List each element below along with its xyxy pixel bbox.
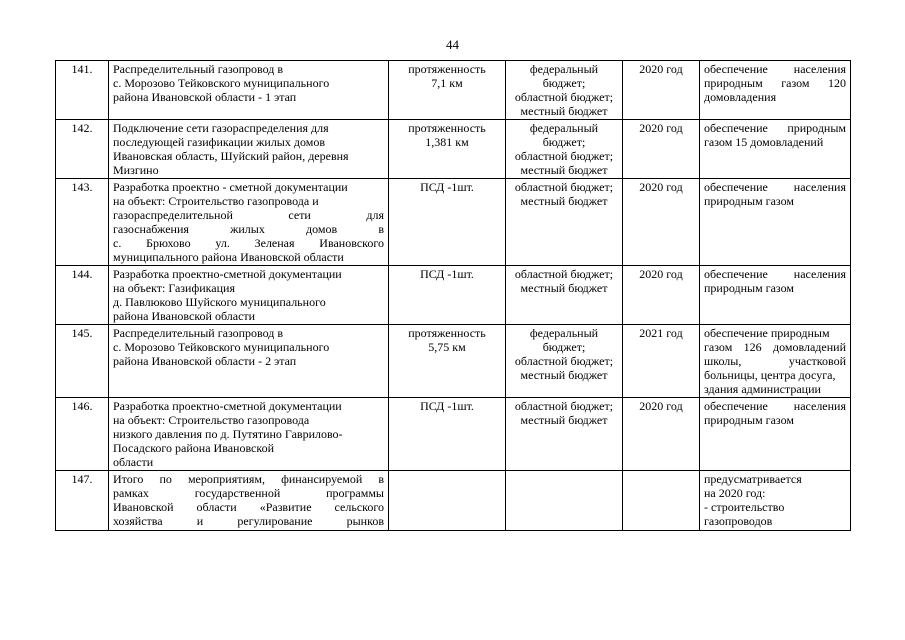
- year-cell: 2020 год: [623, 61, 700, 120]
- indicator-line: 7,1 км: [431, 76, 463, 90]
- page-number: 44: [446, 37, 459, 52]
- indicator-line: 5,75 км: [428, 340, 466, 354]
- expected-result-line: обеспечение природным: [704, 326, 830, 340]
- expected-result-cell: [700, 325, 851, 398]
- table-row: [56, 179, 851, 266]
- funding-source-line: областной бюджет;: [514, 354, 614, 368]
- table-row: [56, 471, 851, 531]
- expected-result-line: природным газом: [704, 413, 794, 427]
- measure-name-line: Мизгино: [113, 163, 159, 177]
- measure-name-line: с. Морозово Тейковского муниципального: [113, 76, 330, 90]
- measure-name-line: Разработка проектно - сметной документации: [113, 180, 348, 194]
- funding-source-cell: [506, 398, 623, 471]
- year-cell: 2020 год: [623, 266, 700, 325]
- measure-name-line: Разработка проектно-сметной документации: [113, 399, 342, 413]
- expected-result-line: больницы, центра досуга,: [704, 368, 836, 382]
- measure-name-line: Ивановская область, Шуйский район, деревня: [113, 149, 349, 163]
- funding-source-line: федеральный: [529, 121, 599, 135]
- expected-result-cell: [700, 61, 851, 120]
- funding-source-cell: [506, 179, 623, 266]
- funding-source-cell: [506, 120, 623, 179]
- year-cell: 2021 год: [623, 325, 700, 398]
- indicator-line: протяженность: [408, 121, 486, 135]
- expected-result-line: обеспечение природным: [704, 121, 846, 135]
- row-number-cell: 146.: [56, 398, 109, 471]
- funding-source-line: областной бюджет;: [514, 399, 614, 413]
- measure-name-cell: [109, 471, 389, 531]
- year-cell: [623, 471, 700, 531]
- measure-name-line: Распределительный газопровод в: [113, 326, 284, 340]
- measure-name-line: на объект: Строительство газопровода и: [113, 194, 319, 208]
- table-row: [56, 325, 851, 398]
- funding-source-line: областной бюджет;: [514, 267, 614, 281]
- measure-name-line: рамках государственной программы: [113, 486, 384, 500]
- indicator-line: 1,381 км: [425, 135, 469, 149]
- expected-result-line: школы, участковой: [704, 354, 846, 368]
- measure-name-cell: [109, 61, 389, 120]
- expected-result-cell: [700, 266, 851, 325]
- table-row: [56, 266, 851, 325]
- table-row: [56, 120, 851, 179]
- funding-source-line: местный бюджет: [520, 413, 608, 427]
- indicator-line: ПСД -1шт.: [420, 399, 474, 413]
- measure-name-line: хозяйства и регулирование рынков: [113, 514, 384, 528]
- measure-name-line: района Ивановской области: [113, 309, 256, 323]
- expected-result-line: - строительство: [704, 500, 785, 514]
- funding-source-line: областной бюджет;: [514, 180, 614, 194]
- measure-name-line: района Ивановской области - 1 этап: [113, 90, 297, 104]
- indicator-cell: [389, 266, 506, 325]
- indicator-cell: [389, 325, 506, 398]
- funding-source-line: бюджет;: [542, 76, 586, 90]
- measure-name-line: Итого по мероприятиям, финансируемой в: [113, 472, 384, 486]
- measure-name-cell: [109, 325, 389, 398]
- measure-name-cell: [109, 398, 389, 471]
- measure-name-line: Распределительный газопровод в: [113, 62, 284, 76]
- funding-source-cell: [506, 61, 623, 120]
- expected-result-cell: [700, 179, 851, 266]
- funding-source-line: федеральный: [529, 62, 599, 76]
- row-number-cell: 141.: [56, 61, 109, 120]
- indicator-cell: [389, 120, 506, 179]
- expected-result-line: газопроводов: [704, 514, 773, 528]
- row-number-cell: 142.: [56, 120, 109, 179]
- measure-name-line: последующей газификации жилых домов: [113, 135, 326, 149]
- expected-result-line: на 2020 год:: [704, 486, 766, 500]
- measure-name-line: Ивановской области «Развитие сельского: [113, 500, 384, 514]
- funding-source-line: областной бюджет;: [514, 90, 614, 104]
- funding-source-line: местный бюджет: [520, 368, 608, 382]
- year-cell: 2020 год: [623, 398, 700, 471]
- measure-name-line: муниципального района Ивановской области: [113, 250, 344, 264]
- measure-name-cell: [109, 266, 389, 325]
- expected-result-cell: [700, 471, 851, 531]
- measure-name-line: газораспределительной сети для: [113, 208, 384, 222]
- indicator-line: протяженность: [408, 326, 486, 340]
- funding-source-cell: [506, 471, 623, 531]
- expected-result-line: обеспечение населения: [704, 62, 846, 76]
- expected-result-line: природным газом: [704, 281, 794, 295]
- indicator-line: ПСД -1шт.: [420, 180, 474, 194]
- expected-result-line: газом 15 домовладений: [704, 135, 824, 149]
- year-cell: 2020 год: [623, 179, 700, 266]
- row-number-cell: 145.: [56, 325, 109, 398]
- funding-source-line: областной бюджет;: [514, 149, 614, 163]
- indicator-line: ПСД -1шт.: [420, 267, 474, 281]
- measure-name-line: Разработка проектно-сметной документации: [113, 267, 342, 281]
- indicator-cell: [389, 179, 506, 266]
- funding-source-line: местный бюджет: [520, 194, 608, 208]
- measure-name-line: района Ивановской области - 2 этап: [113, 354, 297, 368]
- row-number-cell: 147.: [56, 471, 109, 531]
- expected-result-line: домовладения: [704, 90, 777, 104]
- expected-result-line: здания администрации: [704, 382, 821, 396]
- measure-name-line: области: [113, 455, 154, 469]
- indicator-cell: [389, 61, 506, 120]
- measure-name-line: с. Брюхово ул. Зеленая Ивановского: [113, 236, 384, 250]
- measures-table: [55, 60, 851, 531]
- funding-source-line: местный бюджет: [520, 163, 608, 177]
- funding-source-line: бюджет;: [542, 340, 586, 354]
- expected-result-line: обеспечение населения: [704, 399, 846, 413]
- expected-result-cell: [700, 398, 851, 471]
- expected-result-line: обеспечение населения: [704, 267, 846, 281]
- indicator-line: протяженность: [408, 62, 486, 76]
- funding-source-line: федеральный: [529, 326, 599, 340]
- expected-result-line: газом 126 домовладений: [704, 340, 846, 354]
- indicator-cell: [389, 398, 506, 471]
- table-row: [56, 398, 851, 471]
- funding-source-cell: [506, 325, 623, 398]
- funding-source-cell: [506, 266, 623, 325]
- measure-name-cell: [109, 179, 389, 266]
- measure-name-line: газоснабжения жилых домов в: [113, 222, 384, 236]
- expected-result-line: обеспечение населения: [704, 180, 846, 194]
- measure-name-line: Подключение сети газораспределения для: [113, 121, 329, 135]
- measure-name-line: низкого давления по д. Путятино Гаврилово-: [113, 427, 343, 441]
- expected-result-line: природным газом: [704, 194, 794, 208]
- table-row: [56, 61, 851, 120]
- measure-name-line: д. Павлюково Шуйского муниципального: [113, 295, 326, 309]
- expected-result-line: предусматривается: [704, 472, 802, 486]
- expected-result-line: природным газом 120: [704, 76, 846, 90]
- measure-name-line: на объект: Газификация: [113, 281, 235, 295]
- measure-name-cell: [109, 120, 389, 179]
- measure-name-line: с. Морозово Тейковского муниципального: [113, 340, 330, 354]
- funding-source-line: местный бюджет: [520, 281, 608, 295]
- funding-source-line: местный бюджет: [520, 104, 608, 118]
- year-cell: 2020 год: [623, 120, 700, 179]
- row-number-cell: 144.: [56, 266, 109, 325]
- measure-name-line: Посадского района Ивановской: [113, 441, 275, 455]
- expected-result-cell: [700, 120, 851, 179]
- measure-name-line: на объект: Строительство газопровода: [113, 413, 310, 427]
- row-number-cell: 143.: [56, 179, 109, 266]
- indicator-cell: [389, 471, 506, 531]
- table-body: [56, 61, 851, 531]
- funding-source-line: бюджет;: [542, 135, 586, 149]
